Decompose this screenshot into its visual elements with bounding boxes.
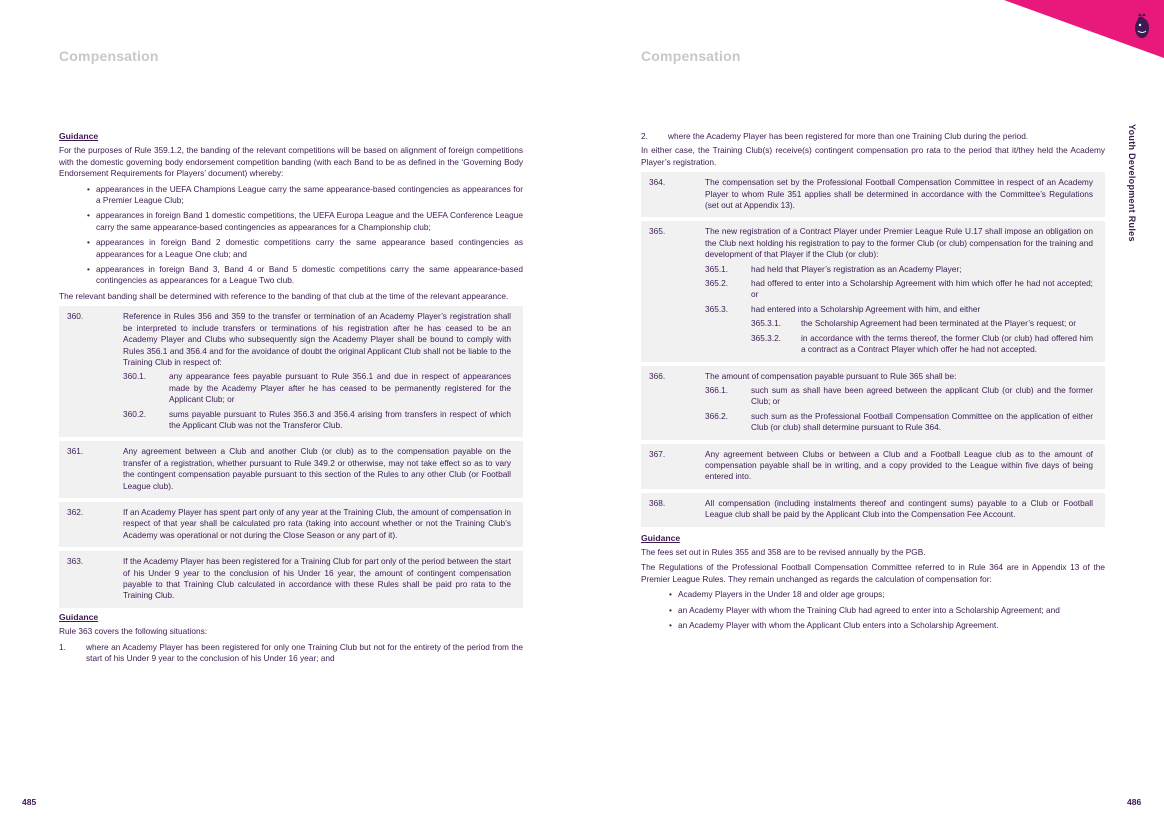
sub-rule: 366.2. such sum as the Professional Football Compensation Committee on the application of either Club (or club) shall determine pursuant to Rule 364. — [705, 410, 1093, 433]
sub-rule: 360.1. any appearance fees payable pursuant to Rule 356.1 and due in respect of appearances made by the Academy Player after he has ceased to be permanently registered for the Applicant Club; or — [123, 371, 511, 405]
sub-rule: 360.2. sums payable pursuant to Rules 356.3 and 356.4 arising from transfers in respect of which the Applicant Club was not the Transferor Club. — [123, 408, 511, 430]
rule-number: 367. — [649, 448, 666, 459]
sub-sub-rule: 365.3.1. the Scholarship Agreement had been terminated at the Player’s request; or — [751, 318, 1077, 329]
left-content — [59, 131, 523, 667]
page-number: 485 — [22, 797, 37, 807]
guidance-outro: The relevant banding shall be determined with reference to the banding of that club at the time of the relevant appearance. — [59, 290, 509, 301]
rule-text: Reference in Rules 356 and 359 to the transfer or termination of an Academy Player’s registration shall be interpreted to include transfers or terminations of his registration after he has ceased to be an Academy Player and Clubs who subsequently sign the Academy Player shall be bound to comply with Rules 356.1 and 356.4 and for the avoidance of doubt the original Applicant Club shall not be liable to the Training Club in respect of: — [123, 311, 511, 367]
sub-rule: 366.1. such sum as shall have been agreed between the applicant Club (or club) and the former Club; or — [705, 384, 1093, 407]
bullet-icon: • — [87, 264, 90, 275]
rule-368 — [641, 493, 1105, 527]
list-item: • Academy Players in the Under 18 and older age groups; — [669, 589, 885, 600]
section-side-label: Youth Development Rules — [1127, 124, 1137, 242]
rule-365 — [641, 221, 1105, 361]
paragraph: The fees set out in Rules 355 and 358 are to be revised annually by the PGB. — [641, 546, 926, 557]
rule-number: 366. — [649, 370, 666, 381]
page-title: Compensation — [641, 48, 741, 64]
rule-text: Any agreement between a Club and another Club (or club) as to the compensation payable on the transfer of a registration, whether pursuant to Rule 349.2 or otherwise, may not take effect so as to vary the contingent compensation payable pursuant to this section of the Rules to any other Club (or Football League club). — [123, 446, 511, 491]
right-content — [641, 131, 1105, 635]
sub-rule: 365.1. had held that Player’s registration as an Academy Player; — [705, 263, 962, 274]
list-item: • appearances in foreign Band 2 domestic competitions carry the same appearance based contingencies as appearances for a League One club; and — [87, 237, 523, 259]
guidance-heading: Guidance — [59, 611, 99, 622]
list-item: • an Academy Player with whom the Training Club had agreed to enter into a Scholarship Agreement; and — [669, 604, 1060, 615]
guidance-intro: For the purposes of Rule 359.1.2, the banding of the relevant competitions will be based on alignment of foreign competitions with the domestic governing body endorsement competition banding (with each Band to be as defined in the ‘Governing Body Endorsement Requirements for Players’ document) whereby: — [59, 145, 523, 179]
rule-number: 363. — [67, 556, 84, 567]
rule-text: Any agreement between Clubs or between a Club and a Football League club as to the amount of compensation payable shall be in writing, and a copy provided to the League within five days of being entered into. — [705, 448, 1093, 482]
list-item: • appearances in foreign Band 1 domestic competitions, the UEFA Europa League and the UEFA Conference League carry the same appearance-based contingencies as appearances for a Championship club; — [87, 210, 523, 232]
rule-367 — [641, 444, 1105, 489]
bullet-icon: • — [669, 589, 672, 600]
rule-number: 364. — [649, 177, 666, 188]
rule-360 — [59, 306, 523, 437]
rule-text: The compensation set by the Professional Football Compensation Committee in respect of an Academy Player to whom Rule 351 applies shall be determined in accordance with the Committee’s Regulations (set out at Appendix 13). — [705, 177, 1093, 211]
list-item: • appearances in foreign Band 3, Band 4 or Band 5 domestic competitions carry the same appearance-based contingencies as appearances for a League Two club. — [87, 264, 523, 286]
rule-361 — [59, 441, 523, 498]
sub-sub-rule: 365.3.2. in accordance with the terms thereof, the former Club (or club) had offered him a contract as a Contract Player which offer he had not accepted. — [751, 332, 1093, 355]
paragraph: The Regulations of the Professional Football Compensation Committee referred to in Rule 364 are in Appendix 13 of the Premier League Rules. They remain unchanged as regards the calculation of compensation for: — [641, 562, 1105, 584]
bullet-icon: • — [87, 210, 90, 221]
rule-number: 365. — [649, 226, 666, 237]
guidance-intro: Rule 363 covers the following situations: — [59, 626, 208, 637]
rule-number: 368. — [649, 497, 666, 508]
bullet-icon: • — [669, 620, 672, 630]
list-item: 1. where an Academy Player has been registered for only one Training Club but not for the entirety of the period from the start of his Under 9 year to the conclusion of his Under 16 year; and — [59, 641, 523, 664]
rule-number: 360. — [67, 311, 84, 322]
right-page — [582, 0, 1164, 826]
list-item: • appearances in the UEFA Champions League carry the same appearance-based contingencies as appearances for a Premier League Club; — [87, 183, 523, 206]
bullet-icon: • — [87, 237, 90, 248]
list-item: • an Academy Player with whom the Applicant Club enters into a Scholarship Agreement. — [669, 620, 999, 630]
sub-rule: 365.2. had offered to enter into a Scholarship Agreement with him which offer he had not accepted; or — [705, 278, 1093, 300]
rule-364 — [641, 172, 1105, 217]
corner-accent — [1004, 0, 1164, 60]
rule-366 — [641, 366, 1105, 440]
rule-number: 361. — [67, 446, 84, 457]
page-title: Compensation — [59, 48, 159, 64]
rule-362 — [59, 502, 523, 547]
guidance-bullet-list — [87, 184, 523, 287]
paragraph: In either case, the Training Club(s) receive(s) contingent compensation pro rata to the period that it/they held the Academy Player’s registration. — [641, 145, 1105, 167]
page-number: 486 — [1127, 797, 1142, 807]
bullet-icon: • — [669, 604, 672, 615]
rule-text: The new registration of a Contract Player under Premier League Rule U.17 shall impose an obligation on the Club next holding his registration to pay to the former Club (or club) compensation for the training and development of that Player if the Club (or club): — [705, 226, 1093, 260]
rule-number: 362. — [67, 506, 84, 517]
guidance-heading: Guidance — [641, 532, 681, 543]
guidance-bullet-list — [669, 589, 1105, 631]
guidance-heading: Guidance — [59, 131, 99, 141]
rule-text: If an Academy Player has spent part only of any year at the Training Club, the amount of compensation in respect of that year shall be calculated pro rata (taking into account whether or not the Training Club’s Academy was operational or not during the Close Season or any part of it). — [123, 506, 511, 540]
sub-rule: 365.3. had entered into a Scholarship Agreement with him, and either — [705, 303, 981, 314]
bullet-icon: • — [87, 183, 90, 194]
rule-363 — [59, 551, 523, 608]
list-item: 2. where the Academy Player has been registered for more than one Training Club during the period. — [641, 131, 1029, 141]
rule-text: The amount of compensation payable pursuant to Rule 365 shall be: — [705, 370, 957, 381]
rule-text: All compensation (including instalments thereof and contingent sums) payable to a Club or Football League club shall be paid by the Applicant Club into the Compensation Fee Account. — [705, 497, 1093, 520]
rule-text: If the Academy Player has been registered for a Training Club for part only of the period between the start of his Under 9 year to the conclusion of his Under 16 year, the amount of contingent compensation payable to that Training Club calculated in accordance with these Rules shall be paid pro rata to the Training Club. — [123, 556, 511, 601]
